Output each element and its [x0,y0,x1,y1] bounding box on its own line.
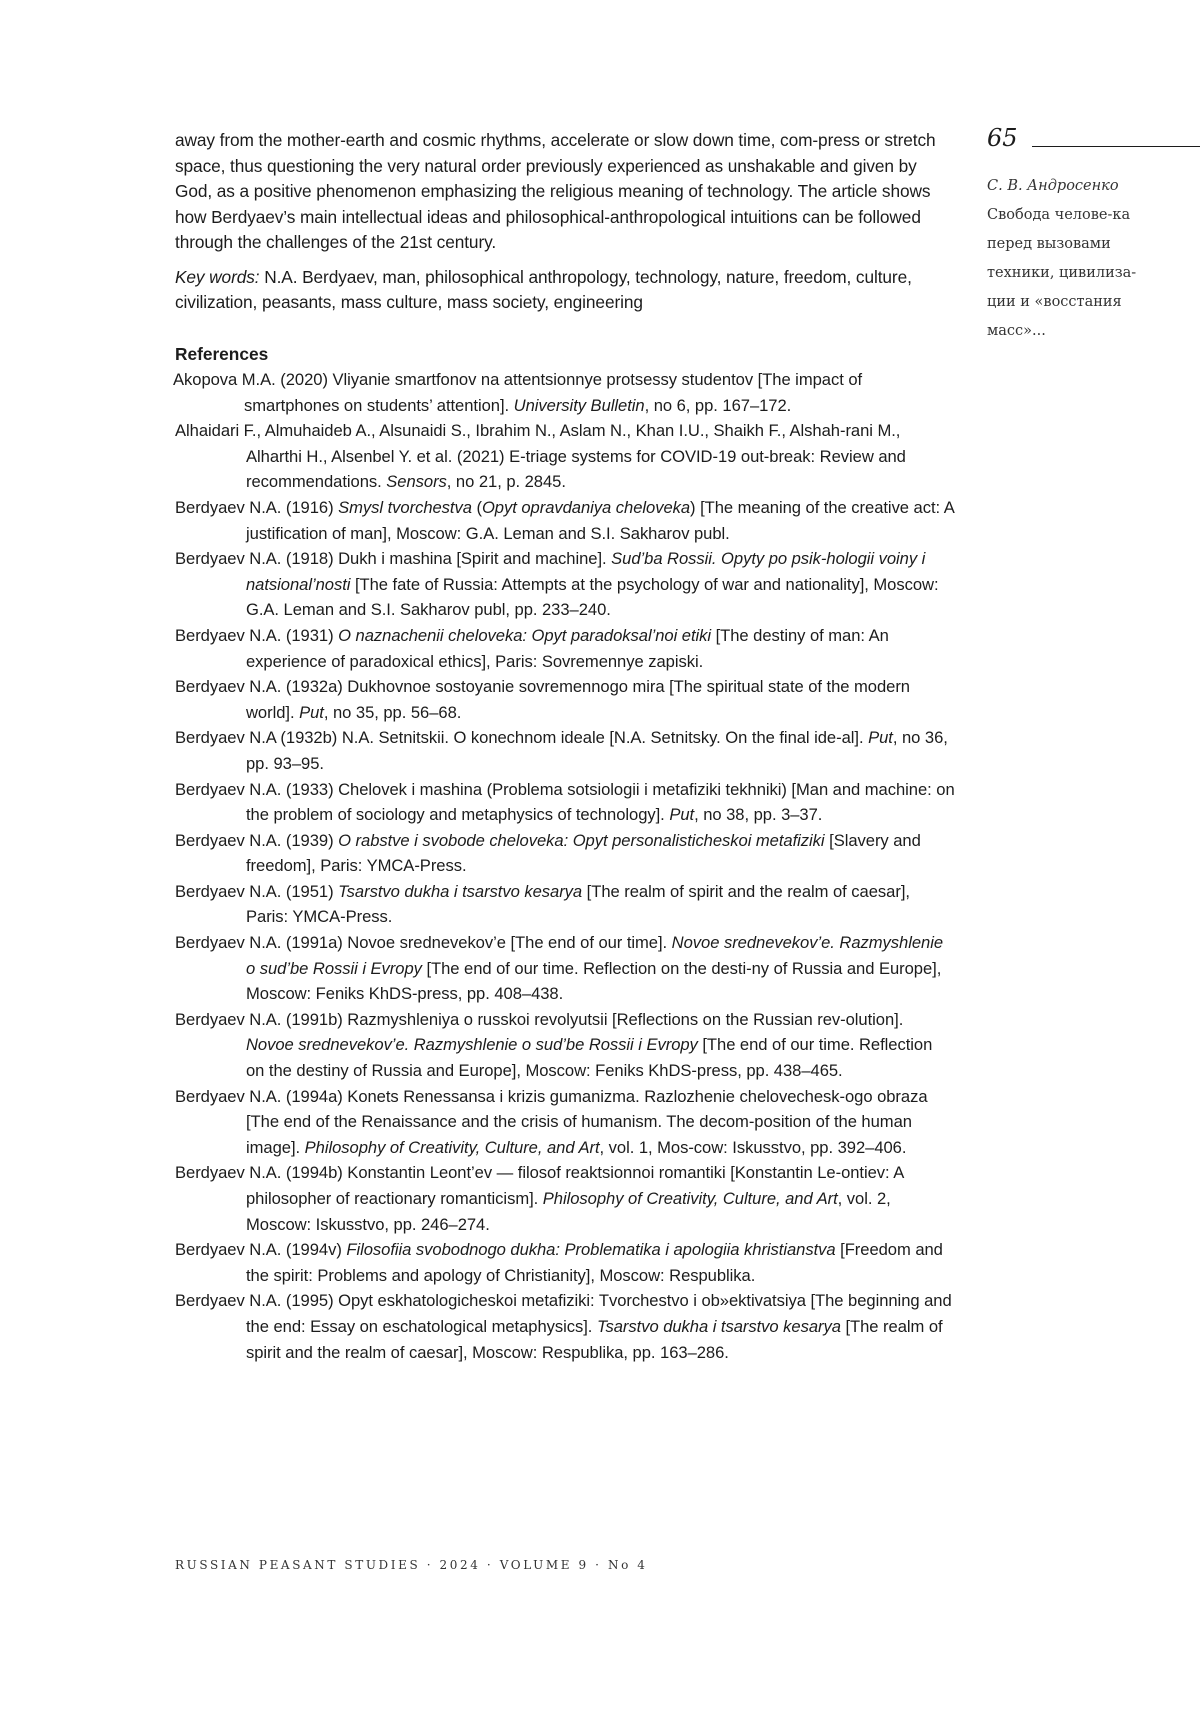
reference-italic-run: Opyt opravdaniya cheloveka [482,498,690,517]
reference-text-run: Berdyaev N.A. (1932a) Dukhovnoe sostoyanie sovremennogo mira [The spiritual state of the modern world]. [175,677,910,722]
reference-text-run: [The end of our time. Reflection on the desti-ny of Russia and Europe], Moscow: Feniks KhDS-press, pp. 408–438. [246,959,941,1004]
reference-italic-run: Put [669,805,694,824]
sidebar [987,124,1200,346]
reference-text-run: Alhaidari F., Almuhaideb A., Alsunaidi S., Ibrahim N., Aslam N., Khan I.U., Shaikh F., Alshah-rani M., Alharthi H., Alsenbel Y. et al. (2021) E-triage systems for COVID-19 out-break: Review and recommendations. [175,421,906,491]
reference-text-run: Berdyaev N.A. (1933) Chelovek i mashina (Problema sotsiologii i metafiziki tekhniki) [Man and machine: on the problem of sociology and metaphysics of technology]. [175,780,955,825]
reference-item [175,828,955,879]
reference-italic-run: O naznachenii cheloveka: Opyt paradoksal’noi etiki [338,626,711,645]
reference-italic-run: O rabstve i svobode cheloveka: Opyt personalisticheskoi metafiziki [338,831,824,850]
reference-item [175,725,955,776]
reference-text-run: , no 6, pp. 167–172. [645,396,792,415]
reference-italic-run: Filosofiia svobodnogo dukha: Problematika i apologiia khristianstva [346,1240,835,1259]
reference-text-run: , vol. 1, Mos-cow: Iskusstvo, pp. 392–406. [600,1138,907,1157]
reference-italic-run: Novoe srednevekov’e. Razmyshlenie o sud’be Rossii i Evropy [246,933,943,978]
reference-text-run: [Freedom and the spirit: Problems and apology of Christianity], Moscow: Respublika. [246,1240,943,1285]
reference-italic-run: Sensors [386,472,447,491]
reference-text-run: [The end of our time. Reflection on the destiny of Russia and Europe], Moscow: Feniks KhDS-press, pp. 438–465. [246,1035,932,1080]
reference-item [175,879,955,930]
keywords-label: Key words: [175,267,259,287]
reference-text-run: Berdyaev N.A. (1994b) Konstantin Leont’ev — filosof reaktsionnoi romantiki [Konstantin Le-ontiev: A philosopher of reactionary romanticism]. [175,1163,903,1208]
reference-item [175,1288,955,1365]
reference-item [175,495,955,546]
reference-text-run: Berdyaev N.A. (1994a) Konets Renessansa i krizis gumanizma. Razlozhenie chelovechesk-ogo obraza [The end of the Renaissance and the crisis of humanism. The decom-position of the human image]. [175,1087,928,1157]
reference-italic-run: University Bulletin [514,396,645,415]
reference-text-run: Berdyaev N.A. (1991b) Razmyshleniya o russkoi revolyutsii [Reflections on the Russian rev-olution]. [175,1010,903,1029]
reference-text-run: [The destiny of man: An experience of paradoxical ethics], Paris: Sovremennye zapiski. [246,626,889,671]
reference-text-run: Berdyaev N.A. (1995) Opyt eskhatologicheskoi metafiziki: Tvorchestvo i ob»ektivatsiya [The beginning and the end: Essay on eschatological metaphysics]. [175,1291,952,1336]
reference-italic-run: Tsarstvo dukha i tsarstvo kesarya [338,882,582,901]
reference-item [175,546,955,623]
reference-text-run: Berdyaev N.A. (1991a) Novoe srednevekov’e [The end of our time]. [175,933,672,952]
reference-text-run: , vol. 2, Moscow: Iskusstvo, pp. 246–274. [246,1189,891,1234]
keywords [175,265,955,316]
reference-italic-run: Novoe srednevekov’e. Razmyshlenie o sud’be Rossii i Evropy [246,1035,698,1054]
reference-item [175,623,955,674]
reference-text-run: [Slavery and freedom], Paris: YMCA-Press. [246,831,921,876]
reference-item [175,1007,955,1084]
reference-item [175,418,955,495]
journal-footer: RUSSIAN PEASANT STUDIES · 2024 · VOLUME 9 · No 4 [175,1558,648,1572]
reference-text-run: Berdyaev N.A. (1994v) [175,1240,346,1259]
reference-item [175,930,955,1007]
reference-text-run: ( [472,498,482,517]
reference-text-run: [The realm of spirit and the realm of caesar], Paris: YMCA-Press. [246,882,910,927]
reference-italic-run: Put [299,703,324,722]
reference-text-run: Berdyaev N.A. (1931) [175,626,338,645]
reference-text-run: Berdyaev N.A. (1918) Dukh i mashina [Spirit and machine]. [175,549,611,568]
reference-italic-run: Sud’ba Rossii. Opyty po psik-hologii voiny i natsional’nosti [246,549,925,594]
references-list [175,367,955,1365]
abstract-paragraph: away from the mother-earth and cosmic rhythms, accelerate or slow down time, com-press or stretch space, thus questioning the very natural order previously experienced as unshakable and given by God, as a positive phenomenon emphasizing the religious meaning of technology. The article shows how Berdyaev’s main intellectual ideas and philosophical-anthropological intuitions can be followed through the challenges of the 21st century. [175,128,955,256]
reference-item [173,367,955,418]
reference-text-run: Akopova M.A. (2020) Vliyanie smartfonov na attentsionnye protsessy studentov [The impact of smartphones on students’ attention]. [173,370,862,415]
reference-text-run: Berdyaev N.A (1932b) N.A. Setnitskii. O konechnom ideale [N.A. Setnitsky. On the final ide-al]. [175,728,868,747]
reference-italic-run: Philosophy of Creativity, Culture, and Art [543,1189,838,1208]
header-rule [1032,146,1200,147]
reference-text-run: Berdyaev N.A. (1939) [175,831,338,850]
reference-text-run: [The realm of spirit and the realm of caesar], Moscow: Respublika, pp. 163–286. [246,1317,943,1362]
running-title: Свобода челове-ка перед вызовами техники, цивилиза-ции и «восстания масс»... [987,201,1157,346]
reference-text-run: , no 38, pp. 3–37. [694,805,822,824]
reference-italic-run: Tsarstvo dukha i tsarstvo kesarya [597,1317,841,1336]
running-author: С. В. Андросенко [987,172,1200,201]
reference-item [175,1084,955,1161]
reference-item [175,777,955,828]
keywords-text: N.A. Berdyaev, man, philosophical anthropology, technology, nature, freedom, culture, civilization, peasants, mass culture, mass society, engineering [175,267,912,313]
reference-text-run: Berdyaev N.A. (1951) [175,882,338,901]
reference-text-run: , no 36, pp. 93–95. [246,728,948,773]
reference-text-run: [The fate of Russia: Attempts at the psychology of war and nationality], Moscow: G.A. Leman and S.I. Sakharov publ, pp. 233–240. [246,575,939,620]
reference-item [175,674,955,725]
reference-text-run: , no 35, pp. 56–68. [324,703,461,722]
reference-italic-run: Philosophy of Creativity, Culture, and Art [305,1138,600,1157]
reference-text-run: , no 21, p. 2845. [447,472,566,491]
reference-italic-run: Smysl tvorchestva [338,498,472,517]
reference-item [175,1237,955,1288]
reference-text-run: ) [The meaning of the creative act: A justification of man], Moscow: G.A. Leman and S.I. Sakharov publ. [246,498,954,543]
page-number: 65 [987,124,1018,152]
reference-item [175,1160,955,1237]
main-column [175,128,955,1365]
references-heading: References [175,342,955,368]
reference-text-run: Berdyaev N.A. (1916) [175,498,338,517]
reference-italic-run: Put [868,728,893,747]
